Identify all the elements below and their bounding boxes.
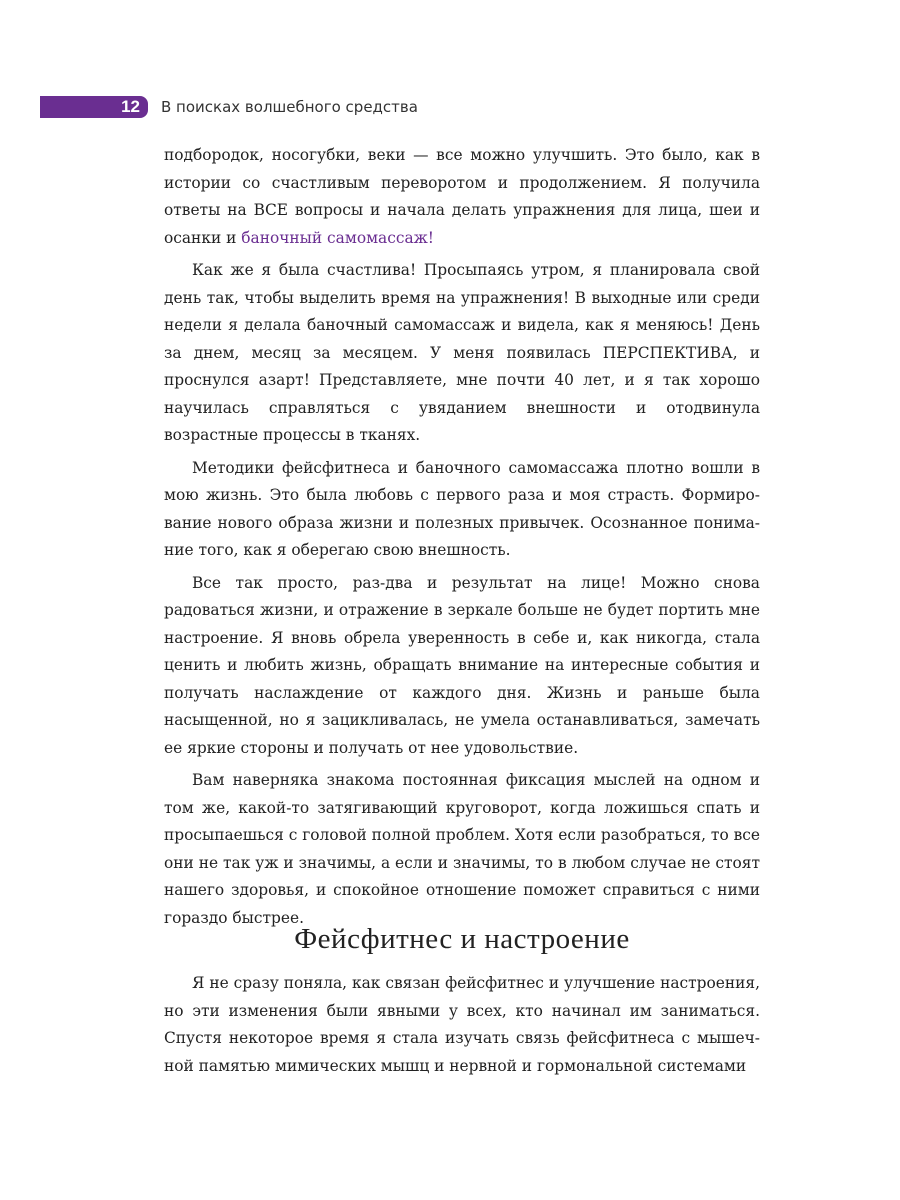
- body-text: [164, 142, 760, 937]
- paragraph-5: Вам наверняка знакома постоянная фиксация мыслей на одном и том же, какой-то затягивающий круговорот, когда ложишься спать и просыпаешься с головой полной проблем. Хотя если разобраться, то все они не так уж и значимы, а если и значимы, то в любом случае не стоят нашего здоровья, и спокойное отношение поможет справиться с ними гораздо быстрее.: [164, 771, 760, 927]
- page-number-tab: [40, 96, 148, 118]
- section-paragraph: Я не сразу поняла, как связан фейсфитнес и улучшение настроения, но эти изменения были явными у всех, кто начинал им заниматься. Спустя некоторое время я стала изучать связь фейсфитнеса с мышечной памятью мимических мышц и нервной и гормональной системами: [164, 974, 760, 1075]
- highlighted-term: баночный самомассаж!: [241, 228, 434, 247]
- section-body: [164, 970, 760, 1080]
- section-heading: Фейсфитнес и настроение: [294, 923, 630, 955]
- paragraph-1-text: подбородок, носогубки, веки — все можно улучшить. Это было, как в истории со счастливым переворотом и продолжением. Я получила ответы на ВСЕ вопросы и начала делать упражнения для лица, шеи и осанки и: [164, 146, 760, 247]
- running-title: В поисках волшебного средства: [161, 98, 418, 116]
- paragraph-4: Все так просто, раз-два и результат на лице! Можно снова радоваться жизни, и отражение в зеркале больше не будет портить мне настроение. Я вновь обрела уверенность в себе и, как никогда, стала ценить и любить жизнь, обращать внимание на интересные события и получать наслаждение от каждого дня. Жизнь и раньше была насыщенной, но я зацикливалась, не умела останавливаться, замечать ее яркие стороны и получать от нее удовольствие.: [164, 573, 760, 757]
- page-number: 12: [121, 97, 140, 116]
- paragraph-3: Методики фейсфитнеса и баночного самомассажа плотно вошли в мою жизнь. Это была любовь с первого раза и моя страсть. Формирование нового образа жизни и полезных привычек. Осознанное понимание того, как я оберегаю свою внешность.: [164, 458, 760, 559]
- paragraph-2: Как же я была счастлива! Просыпаясь утром, я планировала свой день так, чтобы выделить время на упражнения! В выходные или среди недели я делала баночный самомассаж и видела, как я меняюсь! День за днем, месяц за месяцем. У меня появилась ПЕРСПЕКТИВА, и проснулся азарт! Представляете, мне почти 40 лет, и я так хорошо научилась справляться с увяданием внешности и отодвинула возрастные процессы в тканях.: [164, 261, 760, 444]
- paragraph-1: [164, 142, 760, 252]
